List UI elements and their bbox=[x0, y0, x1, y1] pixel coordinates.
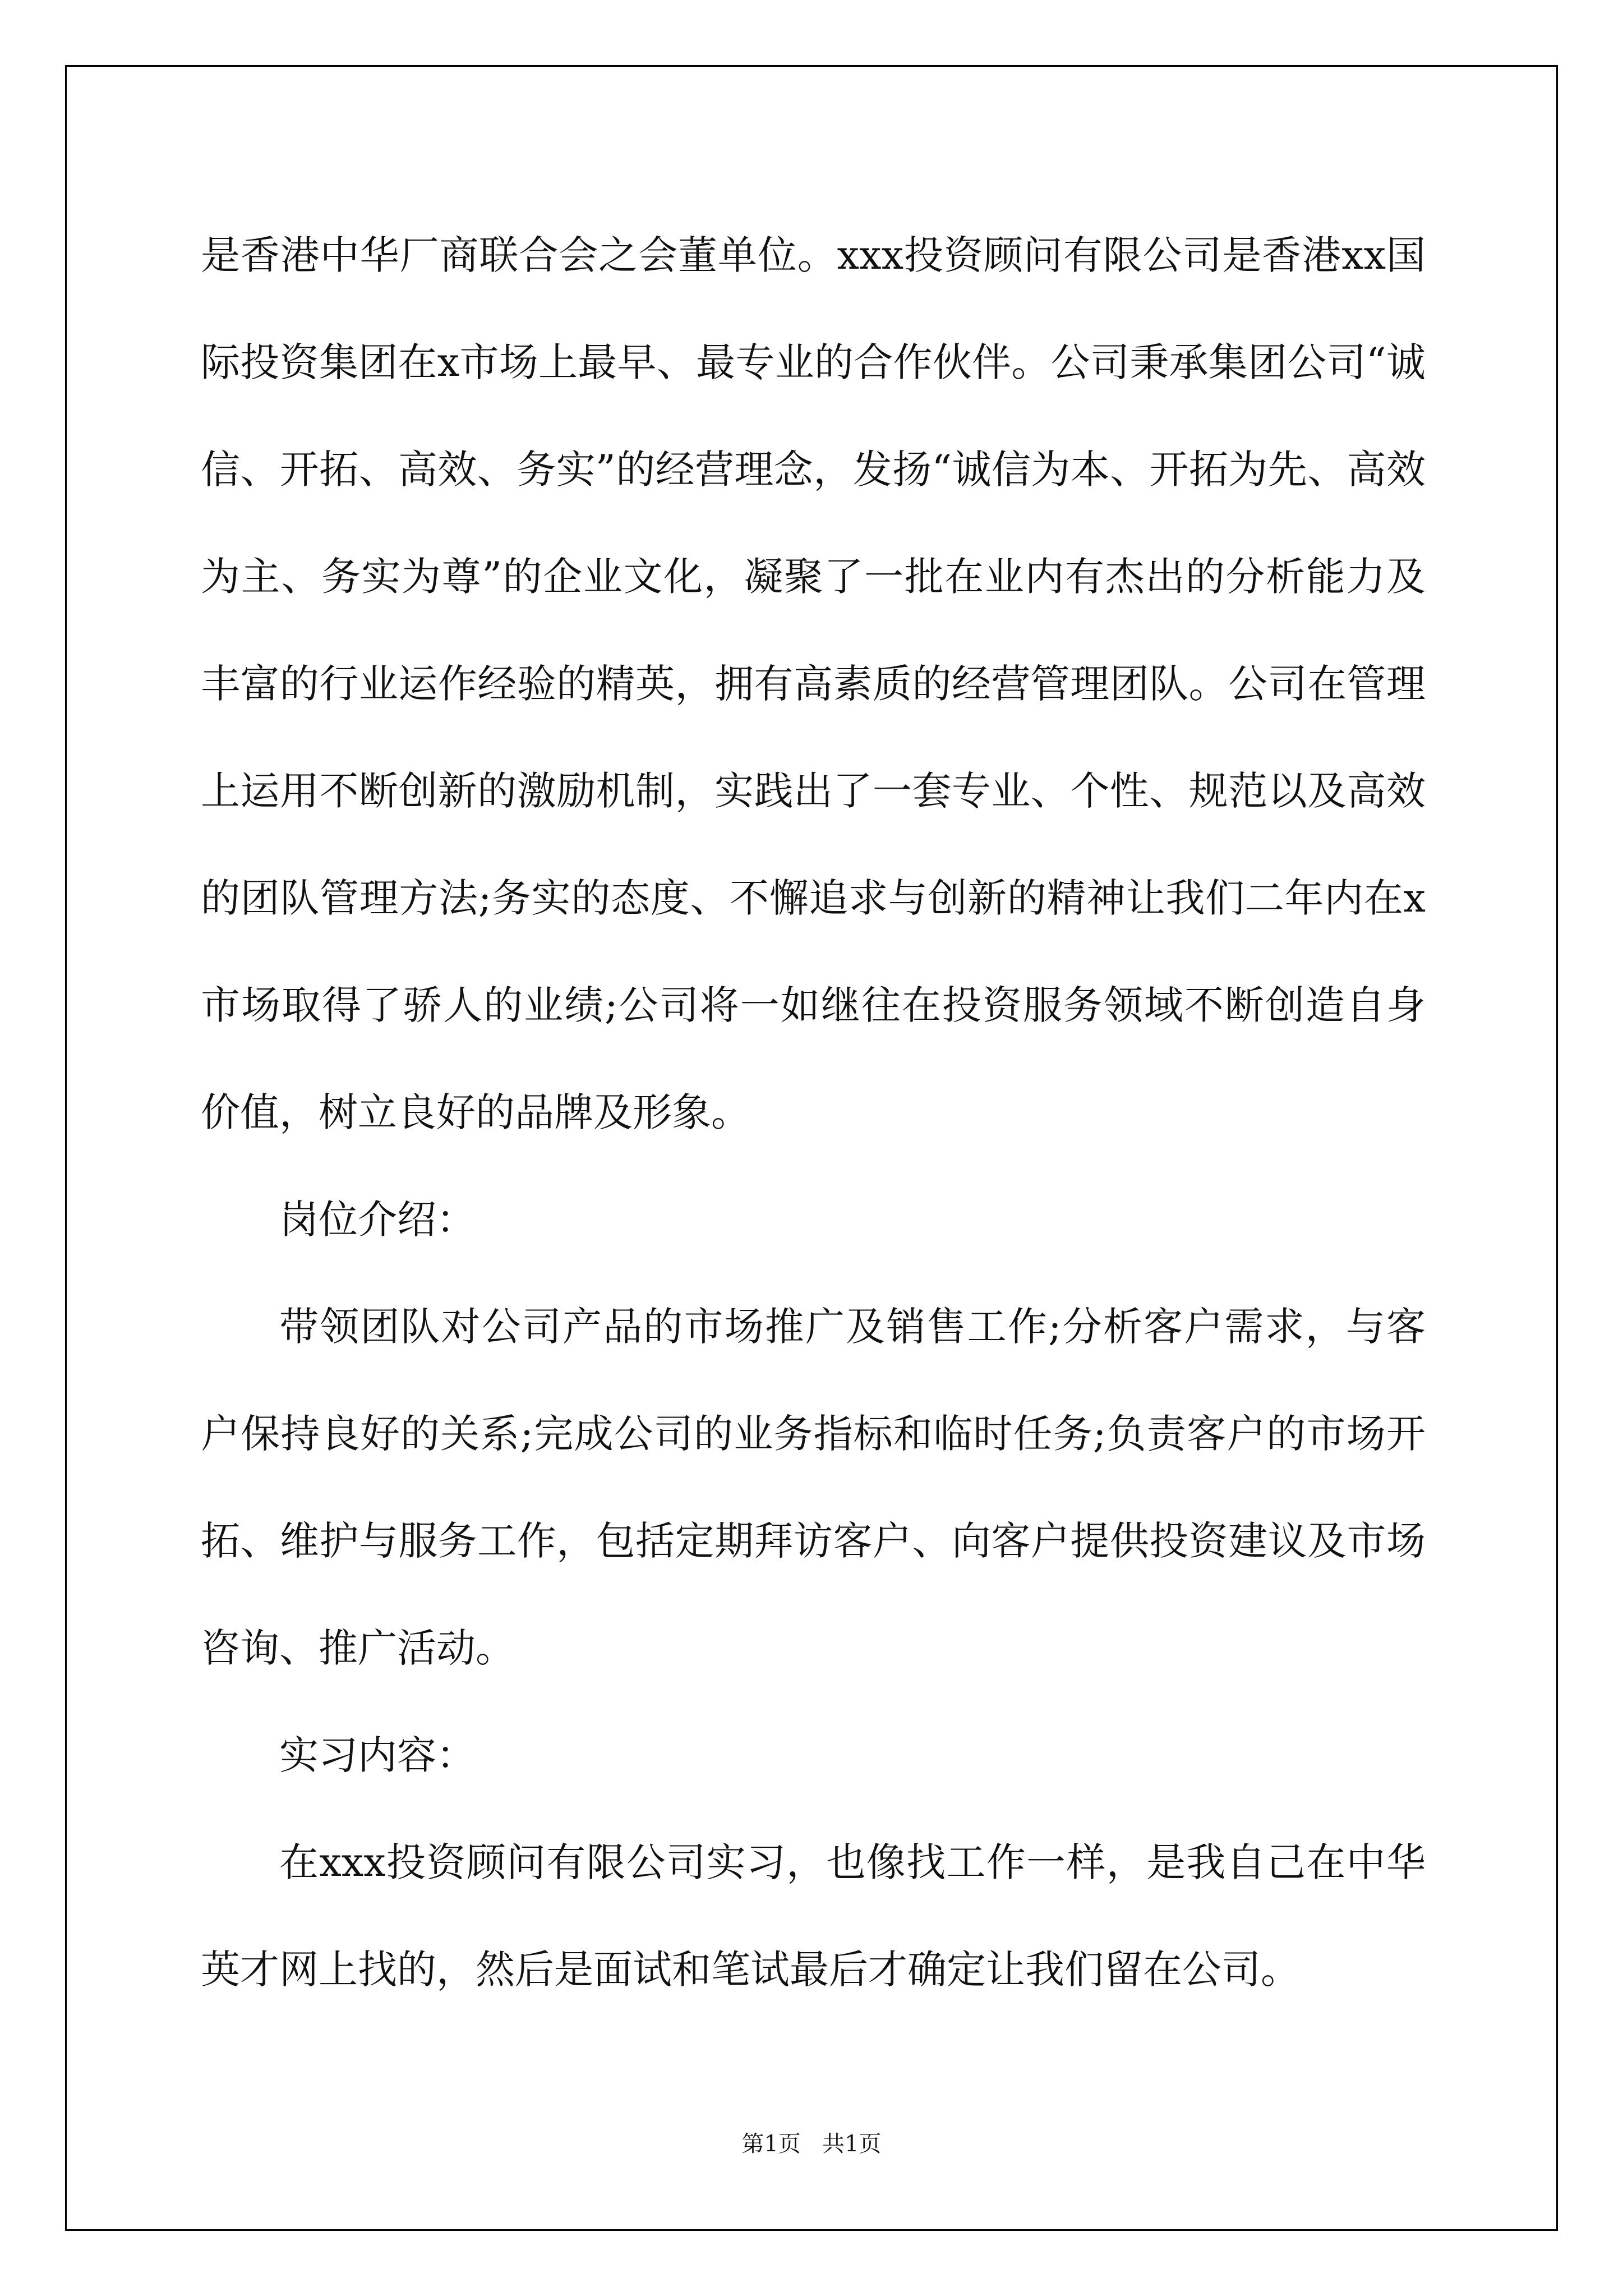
paragraph-company-intro: 是香港中华厂商联合会之会董单位。xxx投资顾问有限公司是香港xx国际投资集团在x市场上最早、最专业的合作伙伴。公司秉承集团公司“诚信、开拓、高效、务实”的经营理念，发扬“诚信为本、开拓为先、高效为主、务实为尊”的企业文化，凝聚了一批在业内有杰出的分析能力及丰富的行业运作经验的精英，拥有高素质的经营管理团队。公司在管理上运用不断创新的激励机制，实践出了一套专业、个性、规范以及高效的团队管理方法;务实的态度、不懈追求与创新的精神让我们二年内在x市场取得了骄人的业绩;公司将一如继往在投资服务领域不断创造自身价值，树立良好的品牌及形象。 bbox=[201, 232, 1426, 1135]
paragraph-internship-details: 在xxx投资顾问有限公司实习，也像找工作一样，是我自己在中华英才网上找的，然后是面试和笔试最后才确定让我们留在公司。 bbox=[201, 1839, 1426, 1993]
document-body bbox=[201, 202, 1426, 2023]
paragraph-position-duties: 带领团队对公司产品的市场推广及销售工作;分析客户需求，与客户保持良好的关系;完成公司的业务指标和临时任务;负责客户的市场开拓、维护与服务工作，包括定期拜访客户、向客户提供投资建议及市场咨询、推广活动。 bbox=[201, 1304, 1426, 1671]
page-number-footer: 第1页 共1页 bbox=[741, 2131, 882, 2157]
heading-position-intro: 岗位介绍： bbox=[279, 1197, 476, 1243]
heading-internship-content: 实习内容： bbox=[279, 1732, 476, 1778]
